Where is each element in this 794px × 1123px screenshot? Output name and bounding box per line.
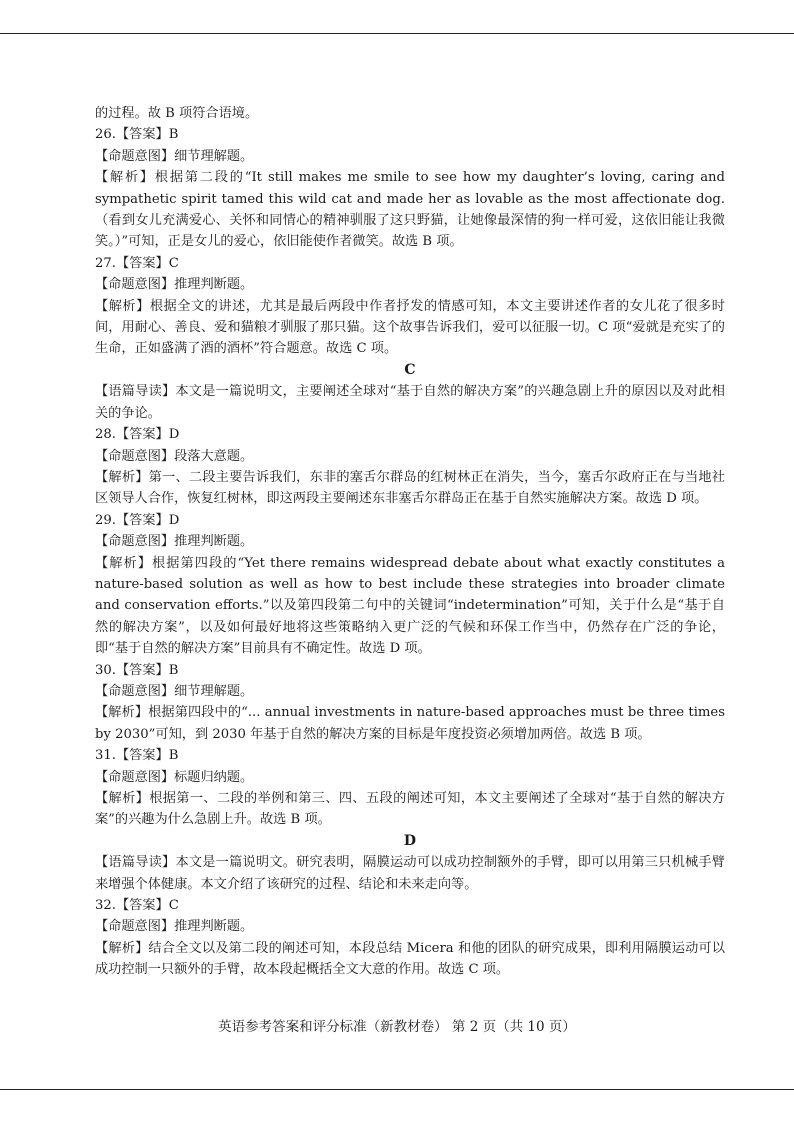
section-c-guide: 【语篇导读】本文是一篇说明文，主要阐述全球对“基于自然的解决方案”的兴趣急剧上升的原因以及对此相关的争论。 <box>95 384 725 421</box>
q26-analysis: 【解析】根据第二段的“It still makes me smile to see how my daughter’s loving, caring and sympathetic spirit tamed this wild cat and made her as lovable as the most affectionate dog.（看到女儿充满爱心、关怀和同情心的精神驯服了这只野猫，让她像最深情的狗一样可爱，这依旧能让我微笑。）”可知，正是女儿的爱心，依旧能使作者微笑。故选 B 项。 <box>95 170 725 250</box>
section-d-title: D <box>403 832 417 849</box>
q31-answer: 31.【答案】B <box>95 748 179 764</box>
q29-intent: 【命题意图】推理判断题。 <box>95 534 254 550</box>
q32-answer: 32.【答案】C <box>95 898 179 914</box>
q27-analysis: 【解析】根据全文的讲述，尤其是最后两段中作者抒发的情感可知，本文主要讲述作者的女儿花了很多时间，用耐心、善良、爱和猫粮才驯服了那只猫。这个故事告诉我们，爱可以征服一切。C 项“爱就是充实了的生命，正如盛满了酒的酒杯”符合题意。故选 C 项。 <box>95 298 725 357</box>
q27-answer: 27.【答案】C <box>95 255 179 271</box>
continued-text: 的过程。故 B 项符合语境。 <box>95 106 259 121</box>
q31-analysis: 【解析】根据第一、二段的举例和第三、四、五段的阐述可知，本文主要阐述了全球对“基于自然的解决方案”的兴趣为什么急剧上升。故选 B 项。 <box>95 791 725 828</box>
q28-analysis: 【解析】第一、二段主要告诉我们，东非的塞舌尔群岛的红树林正在消失，当今，塞舌尔政府正在与当地社区领导人合作，恢复红树林，即这两段主要阐述东非塞舌尔群岛正在基于自然实施解决方案。故选 D 项。 <box>95 469 725 507</box>
section-d-guide: 【语篇导读】本文是一篇说明文。研究表明，隔膜运动可以成功控制额外的手臂，即可以用第三只机械手臂来增强个体健康。本文介绍了该研究的过程、结论和未来走向等。 <box>95 855 725 892</box>
q32-analysis: 【解析】结合全文以及第二段的阐述可知，本段总结 Micera 和他的团队的研究成果，即利用隔膜运动可以成功控制一只额外的手臂，故本段起概括全文大意的作用。故选 C 项。 <box>95 940 725 978</box>
q28-answer: 28.【答案】D <box>95 427 180 443</box>
section-c-title: C <box>404 361 416 378</box>
q31-intent: 【命题意图】标题归纳题。 <box>95 769 254 785</box>
q26-intent: 【命题意图】细节理解题。 <box>95 148 254 164</box>
q30-intent: 【命题意图】细节理解题。 <box>95 683 254 699</box>
bottom-rule <box>0 1089 794 1090</box>
answer-key-body <box>95 103 725 981</box>
q27-intent: 【命题意图】推理判断题。 <box>95 277 254 293</box>
top-rule <box>0 33 794 34</box>
q30-answer: 30.【答案】B <box>95 662 179 678</box>
q29-answer: 29.【答案】D <box>95 512 180 528</box>
q30-analysis: 【解析】根据第四段中的“... annual investments in nature-based approaches must be three times by 2030”可知，到 2030 年基于自然的解决方案的目标是年度投资必须增加两倍。故选 B 项。 <box>95 705 725 742</box>
q32-intent: 【命题意图】推理判断题。 <box>95 919 254 935</box>
q26-answer: 26.【答案】B <box>95 127 179 143</box>
page-footer: 英语参考答案和评分标准（新教材卷） 第 2 页（共 10 页） <box>218 1019 576 1035</box>
q28-intent: 【命题意图】段落大意题。 <box>95 448 254 464</box>
q29-analysis: 【解析】根据第四段的“Yet there remains widespread debate about what exactly constitutes a nature-based solution as well as how to best include these strategies into broader climate and conservation efforts.”以及第四段第二句中的关键词“indetermination”可知，关于什么是“基于自然的解决方案”，以及如何最好地将这些策略纳入更广泛的气候和环保工作当中，仍然存在广泛的争论，即“基于自然的解决方案”目前具有不确定性。故选 D 项。 <box>95 555 725 657</box>
